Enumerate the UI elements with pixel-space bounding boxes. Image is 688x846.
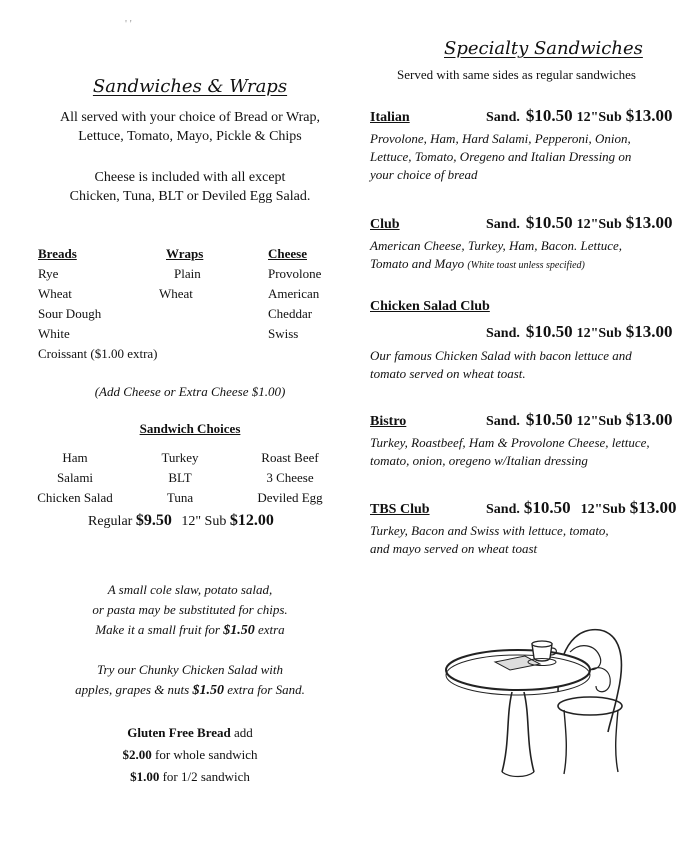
chunky-text: apples, grapes & nuts [75, 682, 190, 697]
regular-price: $9.50 [135, 512, 172, 529]
desc-line: tomato, onion, oregeno w/Italian dressing [370, 453, 588, 468]
sandwiches-wraps-column [20, 0, 355, 846]
desc-line-with-note [370, 255, 688, 275]
sub-label: 12"Sub [576, 110, 622, 125]
sub-label: 12"Sub [576, 414, 622, 429]
gluten-free-title-line [20, 722, 360, 744]
choice-item: 3 Cheese [266, 470, 314, 485]
sand-price: $10.50 [525, 213, 573, 232]
choice-item: Chicken Salad [37, 490, 113, 505]
chunky-price: $1.50 [192, 683, 224, 698]
cheese-item: Provolone [268, 266, 322, 281]
item-description [370, 522, 688, 558]
specialty-sandwiches-column [362, 0, 688, 846]
specialty-subtitle: Served with same sides as regular sandwiches [397, 67, 636, 82]
sub-price: $13.00 [625, 410, 673, 429]
sandwich-choices-title: Sandwich Choices [139, 421, 241, 436]
desc-line: Lettuce, Tomato, Oregeno and Italian Dressing on [370, 149, 632, 164]
bistro-table-illustration [440, 622, 630, 782]
desc-line: your choice of bread [370, 167, 478, 182]
item-name: TBS Club [370, 502, 430, 517]
sand-price: $10.50 [525, 322, 573, 341]
sand-price: $10.50 [525, 410, 573, 429]
bread-item: Sour Dough [38, 306, 102, 321]
item-description [370, 237, 688, 275]
regular-label: Regular [88, 514, 133, 529]
chunky-suffix: extra for Sand. [227, 682, 305, 697]
gluten-free-half [20, 766, 360, 788]
sides-line: A small cole slaw, potato salad, [107, 582, 273, 597]
desc-line: Turkey, Roastbeef, Ham & Provolone Cheese, lettuce, [370, 435, 650, 450]
specialty-item [370, 410, 688, 470]
wraps-header: Wraps [166, 246, 204, 261]
item-name: Chicken Salad Club [370, 299, 490, 314]
intro-line: All served with your choice of Bread or Wrap, [59, 110, 321, 125]
gluten-free-whole-text: for whole sandwich [154, 747, 258, 762]
gluten-free-half-text: for 1/2 sandwich [162, 769, 250, 784]
scan-mark: ' ' [125, 18, 132, 30]
choice-item: Tuna [166, 490, 194, 505]
cheese-item: Cheddar [268, 306, 313, 321]
choice-item: Turkey [161, 450, 199, 465]
bread-item: Rye [38, 266, 59, 281]
item-description [370, 130, 688, 184]
fruit-text: Make it a small fruit for [95, 622, 220, 637]
fruit-price: $1.50 [223, 623, 255, 638]
cheese-note-line: Cheese is included with all except [94, 170, 286, 185]
desc-line: tomato served on wheat toast. [370, 366, 526, 381]
chunky-chicken-note [20, 660, 360, 701]
sides-note [20, 580, 360, 641]
item-note: (White toast unless specified) [467, 260, 585, 271]
fruit-suffix: extra [257, 622, 285, 637]
specialty-item [370, 213, 688, 275]
specialty-item [370, 106, 688, 184]
cheese-note [20, 168, 360, 206]
sand-price: $10.50 [525, 106, 573, 125]
gluten-free-add: add [233, 725, 253, 740]
choice-item: Deviled Egg [257, 490, 323, 505]
choice-item: Ham [62, 450, 88, 465]
specialty-title: Specialty Sandwiches [444, 38, 643, 59]
item-description [370, 347, 688, 383]
wrap-item: Wheat [159, 286, 193, 301]
choice-item: Salami [56, 470, 94, 485]
desc-line: Turkey, Bacon and Swiss with lettuce, tomato, [370, 523, 609, 538]
choice-item: BLT [168, 470, 192, 485]
intro-text [20, 108, 360, 146]
gluten-free-half-price: $1.00 [130, 769, 160, 784]
chunky-line: Try our Chunky Chicken Salad with [97, 662, 283, 677]
cheese-note-line: Chicken, Tuna, BLT or Deviled Egg Salad. [69, 189, 311, 204]
gluten-free-note [20, 722, 360, 788]
sub-label: 12"Sub [576, 217, 622, 232]
cheese-header: Cheese [268, 246, 307, 261]
desc-line: Tomato and Mayo [370, 256, 465, 271]
wrap-item: Plain [174, 266, 201, 281]
sub-label: 12" Sub [181, 514, 227, 529]
item-description [370, 434, 688, 470]
breads-header: Breads [38, 246, 77, 261]
cheese-item: American [268, 286, 320, 301]
intro-line: Lettuce, Tomato, Mayo, Pickle & Chips [78, 129, 302, 144]
item-name: Club [370, 217, 400, 232]
desc-line: American Cheese, Turkey, Ham, Bacon. Lettuce, [370, 238, 622, 253]
specialty-item [370, 498, 688, 558]
sand-label: Sand. [486, 217, 520, 232]
sides-line: or pasta may be substituted for chips. [92, 602, 288, 617]
sand-price: $10.50 [523, 498, 571, 517]
sub-label: 12"Sub [580, 502, 626, 517]
bread-item: White [38, 326, 70, 341]
sub-label: 12"Sub [576, 326, 622, 341]
desc-line: Provolone, Ham, Hard Salami, Pepperoni, Onion, [370, 131, 631, 146]
choice-item: Roast Beef [261, 450, 319, 465]
sand-label: Sand. [486, 502, 520, 517]
sub-price: $12.00 [229, 512, 274, 529]
sub-price: $13.00 [625, 322, 673, 341]
sand-label: Sand. [486, 110, 520, 125]
sub-price: $13.00 [629, 498, 677, 517]
sandwiches-wraps-title: Sandwiches & Wraps [92, 76, 288, 97]
cheese-item: Swiss [268, 326, 299, 341]
add-cheese-note: (Add Cheese or Extra Cheese $1.00) [94, 384, 286, 399]
specialty-item [370, 297, 688, 383]
desc-line: Our famous Chicken Salad with bacon lettuce and [370, 348, 632, 363]
item-name: Bistro [370, 414, 407, 429]
bread-item: Croissant ($1.00 extra) [38, 346, 158, 361]
bread-item: Wheat [38, 286, 72, 301]
desc-line: and mayo served on wheat toast [370, 541, 538, 556]
sandwich-choices-table [20, 448, 350, 508]
sub-price: $13.00 [625, 213, 673, 232]
chunky-price-line [20, 680, 360, 701]
item-name: Italian [370, 110, 410, 125]
sand-label: Sand. [486, 326, 520, 341]
regular-sandwich-prices [88, 511, 348, 532]
sand-label: Sand. [486, 414, 520, 429]
gluten-free-whole-price: $2.00 [122, 747, 152, 762]
gluten-free-title: Gluten Free Bread [127, 725, 231, 740]
gluten-free-whole [20, 744, 360, 766]
sub-price: $13.00 [625, 106, 673, 125]
bread-wrap-cheese-table [38, 244, 358, 364]
fruit-line [20, 620, 360, 641]
